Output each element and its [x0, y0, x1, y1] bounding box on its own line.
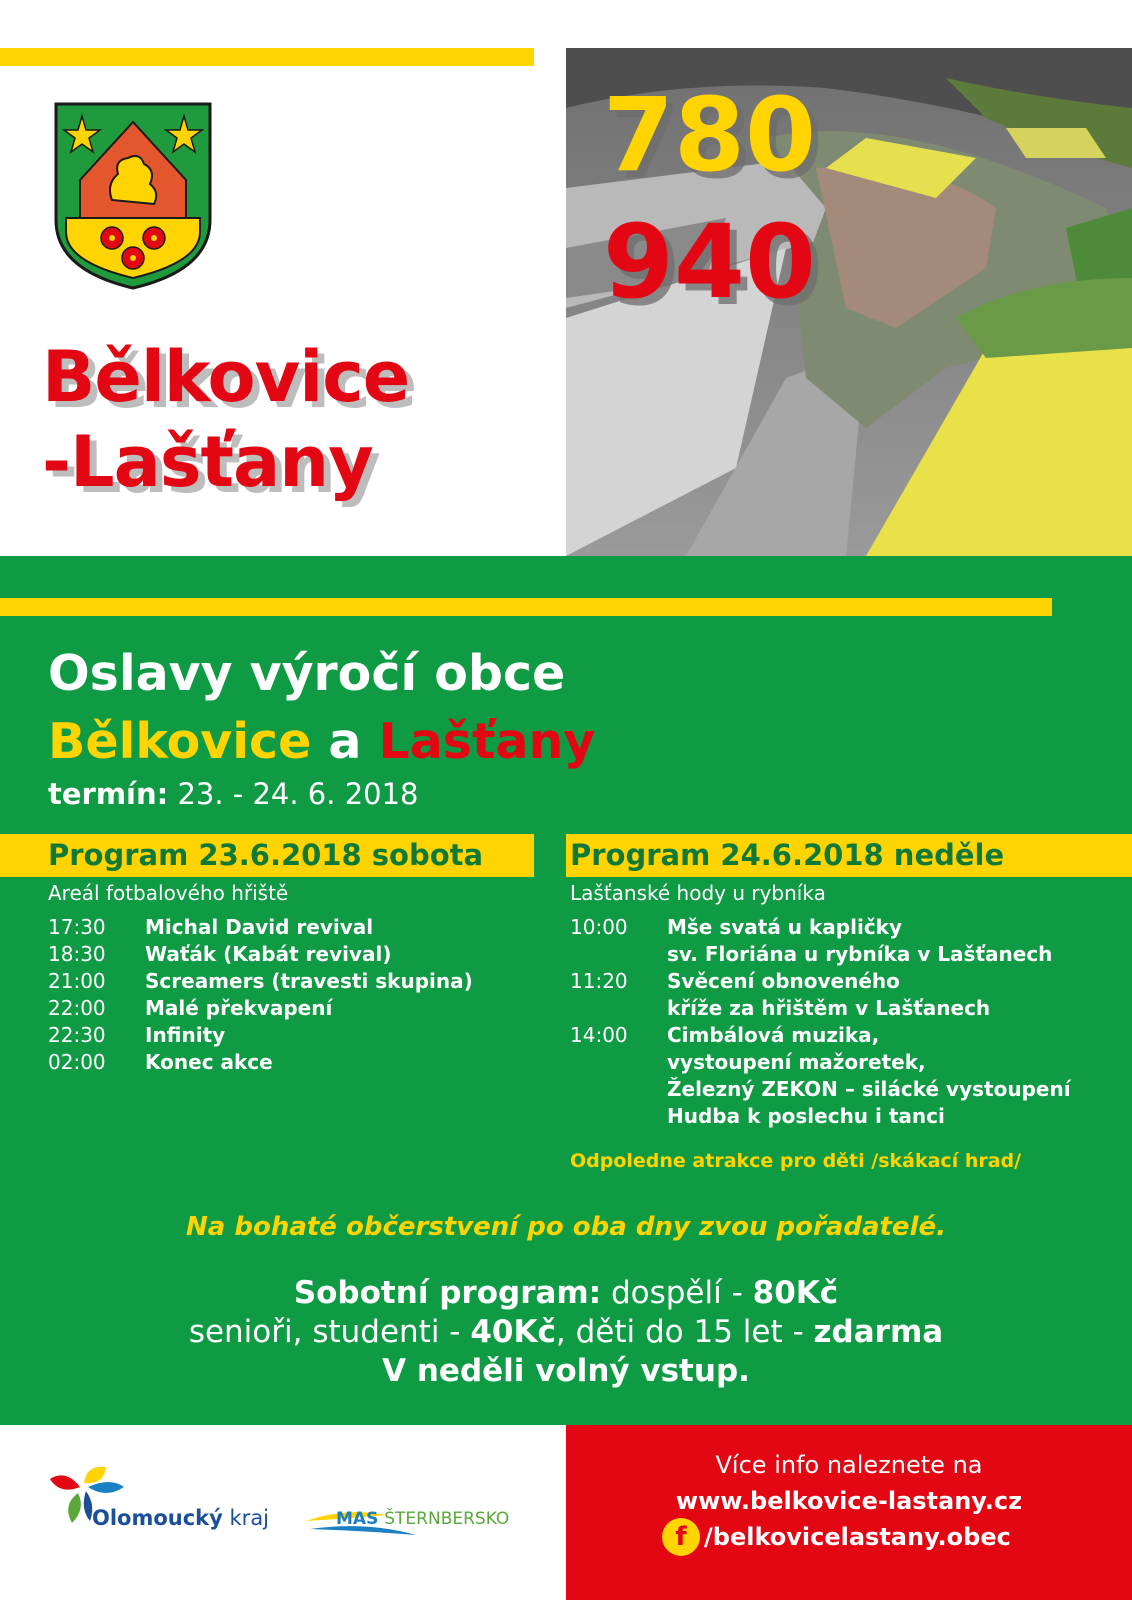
seniors-label: senioři, studenti - [188, 1314, 471, 1350]
facebook-icon: f [662, 1518, 700, 1556]
schedule-event: kříže za hřištěm v Lašťanech [667, 996, 991, 1020]
schedule-row [570, 941, 1071, 968]
schedule-row [48, 1049, 473, 1076]
town-name [42, 335, 409, 505]
sponsor1-rest: kraj [222, 1506, 270, 1530]
village-name-2: Lašťany [378, 713, 596, 770]
sponsor2-mas: MAS [336, 1509, 385, 1529]
schedule-event: vystoupení mažoretek, [667, 1050, 926, 1074]
schedule-event: Malé překvapení [145, 996, 333, 1020]
schedule-event: Screamers (travesti skupina) [145, 969, 473, 993]
website-link[interactable]: www.belkovice-lastany.cz [675, 1487, 1023, 1515]
year-founded: 780 [603, 76, 816, 195]
schedule-time [570, 995, 667, 1022]
schedule-event: Michal David revival [145, 915, 374, 939]
kids-attractions: Odpoledne atrakce pro děti /skákací hrad/ [570, 1150, 1022, 1172]
schedule-row [570, 1022, 1071, 1049]
day2-venue: Lašťanské hody u rybníka [570, 881, 826, 905]
schedule-event: Konec akce [145, 1050, 273, 1074]
seniors-price: 40Kč [470, 1314, 556, 1350]
day2-schedule [570, 914, 1071, 1130]
schedule-event: Svěcení obnoveného [667, 969, 900, 993]
panel-yellow-bar [0, 598, 1052, 616]
kids-price: zdarma [813, 1314, 944, 1350]
schedule-time: 22:30 [48, 1023, 106, 1047]
sponsor2-name: ŠTERNBERSKO [384, 1509, 510, 1529]
schedule-time [570, 1049, 667, 1076]
schedule-row [48, 1022, 473, 1049]
town-name-line2: -Lašťany [42, 421, 373, 503]
olomoucky-kraj-name [92, 1505, 269, 1531]
year-anniversary: 940 [603, 203, 816, 322]
day2-heading: Program 24.6.2018 neděle [570, 838, 1005, 872]
schedule-event: Waťák (Kabát revival) [145, 942, 392, 966]
event-date [48, 776, 419, 812]
schedule-time: 18:30 [48, 942, 106, 966]
schedule-time [570, 1076, 667, 1103]
schedule-time: 11:20 [570, 969, 628, 993]
adults-price: 80Kč [752, 1275, 839, 1311]
schedule-event: Infinity [145, 1023, 226, 1047]
schedule-event: Mše svatá u kapličky [667, 915, 903, 939]
schedule-row [48, 995, 473, 1022]
mas-sternbersko-name [336, 1508, 509, 1530]
sunday-free-entry: V neděli volný vstup. [382, 1353, 750, 1389]
schedule-event: Železný ZEKON – silácké vystoupení [667, 1077, 1071, 1101]
adults-label: dospělí - [601, 1275, 753, 1311]
schedule-row [570, 1103, 1071, 1130]
price-line-2 [0, 1313, 1132, 1352]
schedule-row [570, 1076, 1071, 1103]
coat-of-arms-icon [52, 100, 214, 290]
schedule-row [48, 941, 473, 968]
schedule-row [570, 968, 1071, 995]
schedule-time: 02:00 [48, 1050, 106, 1074]
price-line-1 [0, 1274, 1132, 1313]
top-yellow-bar [0, 48, 534, 66]
facebook-link[interactable] [662, 1517, 1011, 1557]
day1-venue: Areál fotbalového hřiště [48, 881, 289, 905]
schedule-row [570, 1049, 1071, 1076]
schedule-time [570, 941, 667, 968]
schedule-row [570, 914, 1071, 941]
schedule-row [48, 968, 473, 995]
facebook-handle: /belkovicelastany.obec [704, 1523, 1011, 1551]
sponsor1-bold: Olomoucký [92, 1506, 223, 1530]
day1-heading-bar [0, 834, 534, 877]
schedule-time: 17:30 [48, 915, 106, 939]
refreshment-note: Na bohaté občerstvení po oba dny zvou pořadatelé. [185, 1212, 946, 1242]
schedule-time: 10:00 [570, 915, 628, 939]
village-name-1: Bělkovice [48, 713, 312, 770]
date-value: 23. - 24. 6. 2018 [168, 777, 419, 811]
schedule-event: Cimbálová muzika, [667, 1023, 880, 1047]
day2-heading-bar [566, 834, 1132, 877]
conjunction: a [311, 713, 379, 770]
schedule-time: 22:00 [48, 996, 106, 1020]
schedule-event: sv. Floriána u rybníka v Lašťanech [667, 942, 1053, 966]
schedule-row [570, 995, 1071, 1022]
event-title: Oslavy výročí obce [48, 645, 566, 702]
schedule-time: 14:00 [570, 1023, 628, 1047]
more-info-label: Více info naleznete na [715, 1451, 983, 1479]
event-subtitle [48, 712, 595, 772]
price-line-3 [0, 1352, 1132, 1391]
day1-heading: Program 23.6.2018 sobota [48, 838, 484, 872]
town-name-line1: Bělkovice [42, 336, 410, 418]
schedule-row [48, 914, 473, 941]
kids-label: , děti do 15 let - [555, 1314, 814, 1350]
schedule-event: Hudba k poslechu i tanci [667, 1104, 945, 1128]
saturday-label: Sobotní program: [293, 1275, 602, 1311]
schedule-time: 21:00 [48, 969, 106, 993]
schedule-time [570, 1103, 667, 1130]
date-label: termín: [48, 777, 169, 811]
day1-schedule [48, 914, 473, 1076]
